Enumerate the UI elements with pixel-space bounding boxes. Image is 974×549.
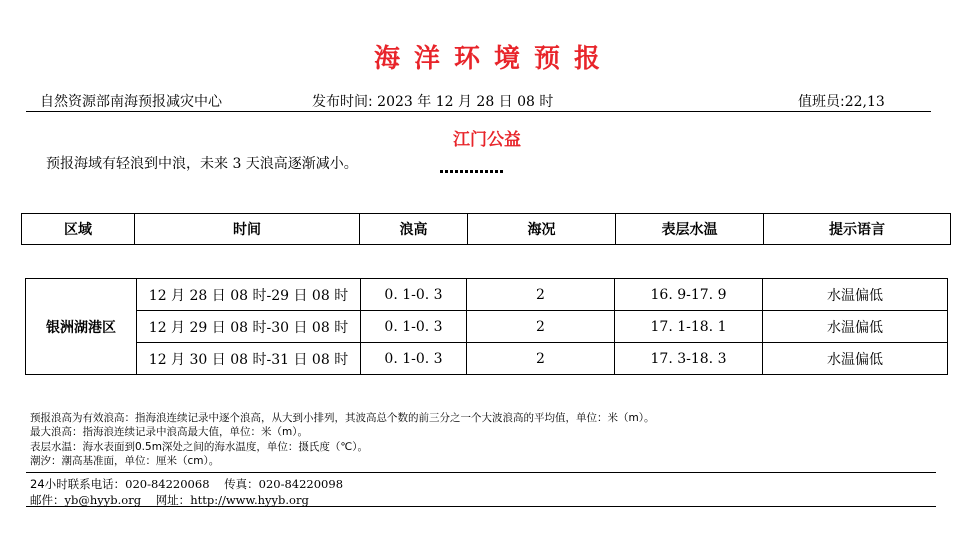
print-artifact — [440, 168, 504, 174]
water-temp-cell: 17. 1-18. 1 — [615, 311, 763, 343]
website-link[interactable]: http://www.hyyb.org — [190, 493, 309, 507]
region-cell: 银洲湖港区 — [26, 279, 137, 375]
sea-state-cell: 2 — [467, 279, 615, 311]
email-label: 邮件： — [30, 493, 65, 507]
footer-divider-bottom — [26, 506, 936, 507]
definition-wave-height: 预报浪高为有效浪高：指海浪连续记录中逐个浪高，从大到小排列，其波高总个数的前三分之一个大波浪高的平均值，单位：米（m）。 — [30, 412, 655, 424]
publish-time-label: 发布时间: — [312, 94, 373, 110]
organization-name: 自然资源部南海预报减灾中心 — [40, 94, 222, 110]
footer-divider-top — [26, 472, 936, 473]
definitions-block — [30, 411, 654, 469]
sea-state-cell: 2 — [467, 343, 615, 375]
area-title: 江门公益 — [453, 130, 521, 150]
publish-time — [312, 91, 553, 111]
duty-officer-label: 值班员: — [798, 94, 845, 110]
definition-surface-temp: 表层水温：海水表面到0.5m深处之间的海水温度，单位：摄氏度（℃）。 — [30, 440, 368, 453]
time-cell: 12 月 29 日 08 时-30 日 08 时 — [137, 311, 361, 343]
fax-label: 传真： — [224, 477, 259, 491]
publish-time-value: 2023 年 12 月 28 日 08 时 — [377, 94, 554, 110]
contact-line-phone — [30, 476, 343, 492]
page-title: 海洋环境预报 — [373, 44, 614, 74]
water-temp-cell: 16. 9-17. 9 — [615, 279, 763, 311]
advisory-cell: 水温偏低 — [763, 279, 948, 311]
table-row — [26, 311, 948, 343]
wave-height-cell: 0. 1-0. 3 — [361, 279, 467, 311]
column-header-time: 时间 — [135, 214, 360, 245]
header-divider — [26, 111, 931, 112]
forecast-table — [25, 278, 948, 375]
column-header-region: 区域 — [22, 214, 135, 245]
advisory-cell: 水温偏低 — [763, 311, 948, 343]
fax-number: 020-84220098 — [258, 477, 344, 491]
time-cell: 12 月 30 日 08 时-31 日 08 时 — [137, 343, 361, 375]
duty-officer — [798, 91, 885, 111]
definition-max-wave: 最大浪高：指海浪连续记录中浪高最大值，单位：米（m）。 — [30, 426, 308, 439]
phone-label: 24小时联系电话： — [30, 477, 126, 491]
table-row — [26, 343, 948, 375]
email-link[interactable]: yb@hyyb.org — [64, 493, 142, 507]
wave-height-cell: 0. 1-0. 3 — [361, 343, 467, 375]
phone-number: 020-84220068 — [125, 477, 210, 491]
duty-officer-value: 22,13 — [844, 94, 885, 110]
column-header-wave-height: 浪高 — [360, 214, 468, 245]
table-row — [26, 279, 948, 311]
wave-height-cell: 0. 1-0. 3 — [361, 311, 467, 343]
definition-tide: 潮汐：潮高基准面，单位：厘米（cm）。 — [30, 455, 220, 468]
time-cell: 12 月 28 日 08 时-29 日 08 时 — [137, 279, 361, 311]
sea-state-cell: 2 — [467, 311, 615, 343]
advisory-cell: 水温偏低 — [763, 343, 948, 375]
contact-block — [30, 476, 343, 508]
column-header-sea-state: 海况 — [468, 214, 616, 245]
website-label: 网址： — [155, 493, 191, 507]
column-header-advisory: 提示语言 — [764, 214, 951, 245]
forecast-summary: 预报海域有轻浪到中浪，未来 3 天浪高逐渐减小。 — [46, 156, 358, 172]
column-header-water-temp: 表层水温 — [616, 214, 764, 245]
forecast-table-header — [21, 213, 951, 245]
water-temp-cell: 17. 3-18. 3 — [615, 343, 763, 375]
